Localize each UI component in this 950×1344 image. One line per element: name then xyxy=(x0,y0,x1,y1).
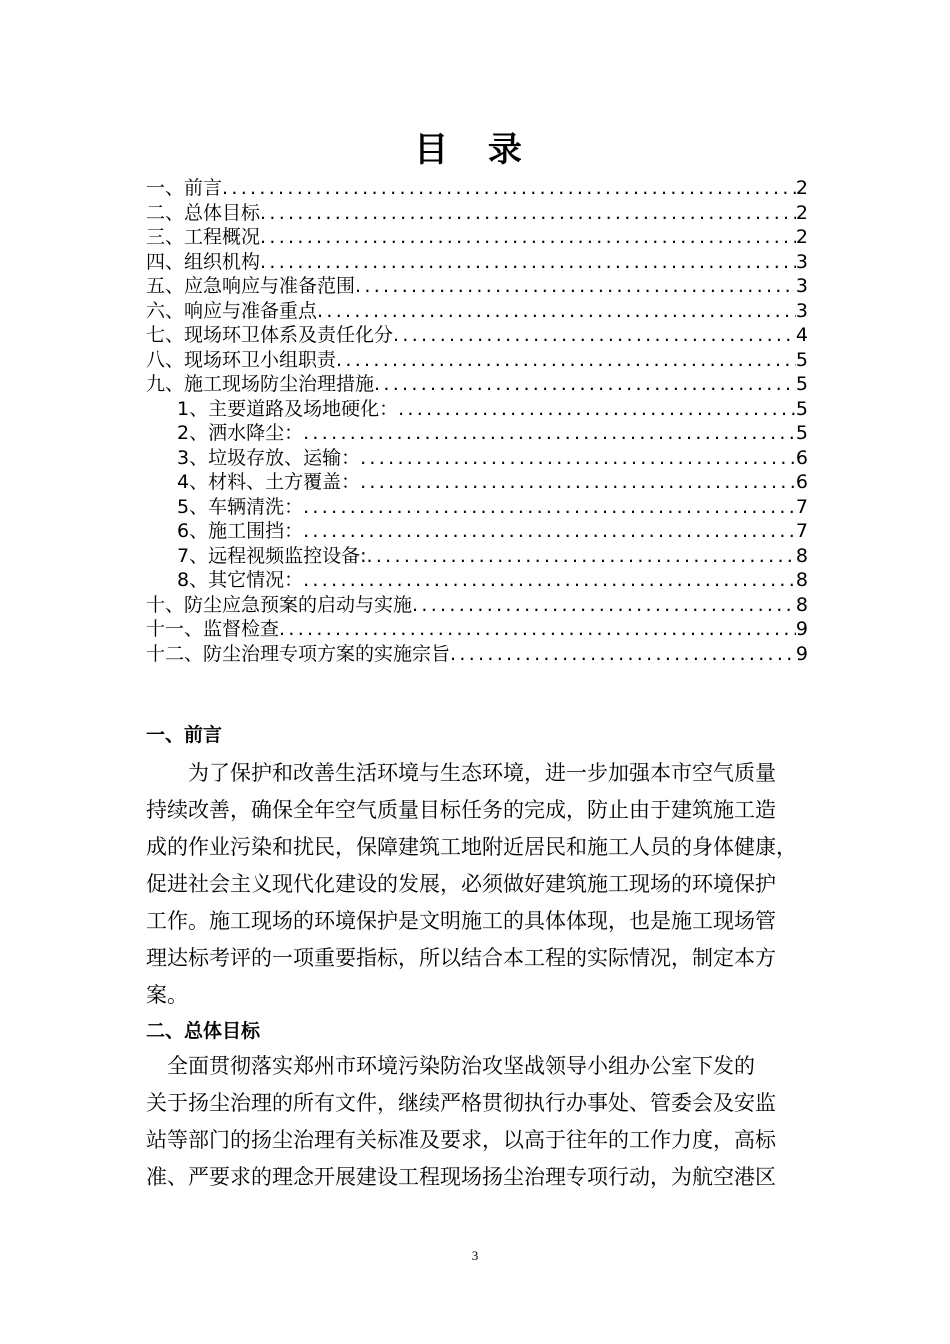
toc-leader-dots xyxy=(303,421,796,446)
toc-entry-page: 8 xyxy=(795,544,808,567)
toc-entry-label: 7、远程视频监控设备: xyxy=(177,544,367,567)
toc-subentry[interactable] xyxy=(146,544,808,569)
toc-leader-dots xyxy=(360,446,796,471)
toc-entry[interactable] xyxy=(146,176,808,201)
toc-leader-dots xyxy=(336,348,796,373)
toc-entry-label: 4、材料、土方覆盖： xyxy=(177,471,361,493)
toc-leader-dots xyxy=(398,397,796,422)
toc-subentry[interactable] xyxy=(146,421,808,446)
toc-entry-page: 7 xyxy=(795,495,808,518)
toc-entry-label: 二、总体目标 xyxy=(146,201,261,224)
section-heading-preface: 一、前言 xyxy=(146,724,223,746)
toc-entry-label: 5、车辆清洗： xyxy=(177,495,304,518)
toc-entry-label: 四、组织机构 xyxy=(146,250,261,273)
preface-paragraph xyxy=(146,755,818,1014)
toc-leader-dots xyxy=(260,225,796,250)
toc-entry[interactable] xyxy=(146,225,808,250)
paragraph-line: 准、严要求的理念开展建设工程现场扬尘治理专项行动，为航空港区 xyxy=(146,1165,776,1189)
toc-title: 目 录 xyxy=(414,130,536,170)
toc-entry-label: 五、应急响应与准备范围 xyxy=(146,275,356,297)
goal-paragraph xyxy=(146,1048,818,1196)
toc-entry-label: 6、施工围挡： xyxy=(177,520,304,542)
toc-subentry[interactable] xyxy=(146,446,808,471)
toc-entry-page: 8 xyxy=(795,593,808,616)
toc-leader-dots xyxy=(393,323,796,348)
paragraph-line: 站等部门的扬尘治理有关标准及要求，以高于往年的工作力度，高标 xyxy=(146,1128,776,1152)
toc-leader-dots xyxy=(260,201,796,226)
toc-entry-label: 十、防尘应急预案的启动与实施 xyxy=(146,593,413,616)
toc-entry[interactable] xyxy=(146,617,808,642)
toc-entry-label: 十二、防尘治理专项方案的实施宗旨 xyxy=(146,642,451,665)
toc-leader-dots xyxy=(260,250,796,275)
toc-entry-label: 八、现场环卫小组职责 xyxy=(146,348,337,371)
toc-subentry[interactable] xyxy=(146,495,808,520)
toc-subentry[interactable] xyxy=(146,397,808,422)
toc-leader-dots xyxy=(303,568,796,593)
toc-entry[interactable] xyxy=(146,593,808,618)
toc-subentry[interactable] xyxy=(146,519,808,544)
paragraph-line: 全面贯彻落实郑州市环境污染防治攻坚战领导小组办公室下发的 xyxy=(167,1054,755,1078)
paragraph-line: 持续改善，确保全年空气质量目标任务的完成，防止由于建筑施工造 xyxy=(146,798,776,822)
toc-entry-label: 1、主要道路及场地硬化： xyxy=(177,397,399,420)
toc-entry[interactable] xyxy=(146,323,808,348)
toc-entry-page: 9 xyxy=(795,642,808,665)
toc-leader-dots xyxy=(222,176,796,201)
toc-leader-dots xyxy=(303,495,796,520)
toc-entry-page: 5 xyxy=(795,348,808,371)
toc-entry-label: 一、前言 xyxy=(146,177,223,199)
toc-entry-page: 2 xyxy=(795,226,808,248)
toc-leader-dots xyxy=(450,642,796,667)
toc-leader-dots xyxy=(317,299,796,324)
toc-leader-dots xyxy=(360,470,796,495)
toc-entry[interactable] xyxy=(146,250,808,275)
toc-entry-page: 3 xyxy=(795,250,808,273)
toc-entry[interactable] xyxy=(146,372,808,397)
toc-leader-dots xyxy=(412,593,796,618)
toc-subentry[interactable] xyxy=(146,470,808,495)
toc-entry-page: 5 xyxy=(795,397,808,420)
toc-entry-page: 3 xyxy=(795,299,808,322)
toc-leader-dots xyxy=(374,372,796,397)
section-heading-goal: 二、总体目标 xyxy=(146,1020,261,1042)
paragraph-line: 理达标考评的一项重要指标，所以结合本工程的实际情况，制定本方 xyxy=(146,946,776,970)
paragraph-line: 案。 xyxy=(146,983,188,1007)
toc-entry-page: 6 xyxy=(795,471,808,493)
page-number: 3 xyxy=(471,1248,479,1263)
toc-leader-dots xyxy=(303,519,796,544)
paragraph-line: 成的作业污染和扰民，保障建筑工地附近居民和施工人员的身体健康， xyxy=(146,835,797,859)
toc-entry-page: 2 xyxy=(795,177,808,199)
toc-entry-label: 六、响应与准备重点 xyxy=(146,299,318,322)
toc-entry[interactable] xyxy=(146,348,808,373)
paragraph-line: 工作。施工现场的环境保护是文明施工的具体体现，也是施工现场管 xyxy=(146,909,776,933)
toc-entry-page: 5 xyxy=(795,373,808,395)
toc-entry-page: 3 xyxy=(795,275,808,297)
toc-entry-label: 3、垃圾存放、运输： xyxy=(177,446,361,469)
table-of-contents xyxy=(146,176,808,666)
toc-entry[interactable] xyxy=(146,299,808,324)
toc-subentry[interactable] xyxy=(146,568,808,593)
paragraph-line: 关于扬尘治理的所有文件，继续严格贯彻执行办事处、管委会及安监 xyxy=(146,1091,776,1115)
toc-entry-label: 九、施工现场防尘治理措施 xyxy=(146,373,375,395)
toc-leader-dots xyxy=(279,617,796,642)
toc-entry-label: 七、现场环卫体系及责任化分 xyxy=(146,324,394,346)
toc-entry-page: 2 xyxy=(795,201,808,224)
toc-entry[interactable] xyxy=(146,642,808,667)
toc-leader-dots xyxy=(355,274,796,299)
toc-entry-page: 7 xyxy=(795,520,808,542)
toc-entry-label: 十一、监督检查 xyxy=(146,618,280,640)
paragraph-line: 为了保护和改善生活环境与生态环境，进一步加强本市空气质量 xyxy=(188,761,776,785)
paragraph-line: 促进社会主义现代化建设的发展，必须做好建筑施工现场的环境保护 xyxy=(146,872,776,896)
toc-entry-page: 5 xyxy=(795,422,808,444)
toc-entry-page: 6 xyxy=(795,446,808,469)
toc-entry-page: 4 xyxy=(795,324,808,346)
toc-entry-page: 8 xyxy=(795,569,808,591)
toc-entry[interactable] xyxy=(146,274,808,299)
toc-leader-dots xyxy=(367,544,796,569)
toc-entry-label: 2、洒水降尘： xyxy=(177,422,304,444)
toc-entry[interactable] xyxy=(146,201,808,226)
toc-entry-label: 三、工程概况 xyxy=(146,226,261,248)
toc-entry-label: 8、其它情况： xyxy=(177,569,304,591)
toc-entry-page: 9 xyxy=(795,618,808,640)
